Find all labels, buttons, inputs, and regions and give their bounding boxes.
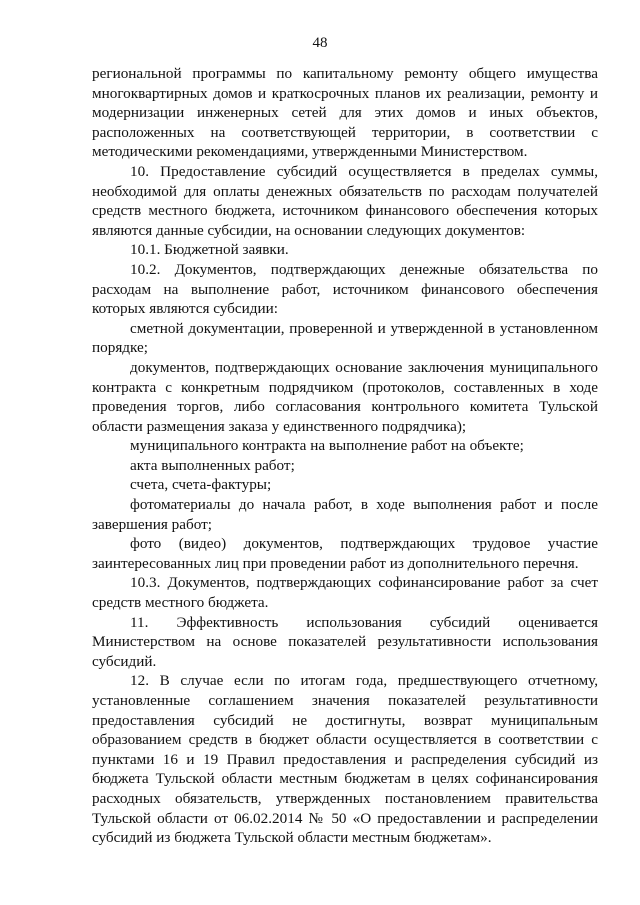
- paragraph-clause-10: 10. Предоставление субсидий осуществляется в пределах суммы, необходимой для оплаты денежных обязательств по расходам получателей средств местного бюджета, источником финансового обеспечения которых являются данные субсидии, на основании следующих документов:: [92, 162, 598, 239]
- document-body: [92, 64, 598, 848]
- paragraph-clause-10-3: 10.3. Документов, подтверждающих софинансирование работ за счет средств местного бюджета.: [92, 574, 598, 612]
- page-number: 48: [312, 35, 328, 51]
- paragraph-clause-12: 12. В случае если по итогам года, предшествующего отчетному, установленные соглашением значения показателей результативности предоставления субсидий не достигнуты, возврат муниципальным образованием средств в бюджет области осуществляется в соответствии с пунктами 16 и 19 Правил предоставления и распределения субсидий из бюджета Тульской области местным бюджетам в целях софинансирования расходных обязательств, утвержденных постановлением правительства Тульской области от 06.02.2014 № 50 «О предоставлении и распределении субсидий из бюджета Тульской области местным бюджетам».: [92, 672, 598, 847]
- list-item-municipal-contract: муниципального контракта на выполнение работ на объекте;: [130, 437, 524, 455]
- paragraph-clause-11: 11. Эффективность использования субсидий оценивается Министерством на основе показателей результативности использования субсидий.: [92, 613, 598, 670]
- list-item-estimate-docs: сметной документации, проверенной и утвержденной в установленном порядке;: [92, 319, 598, 357]
- list-item-photo-video-docs: фото (видео) документов, подтверждающих трудовое участие заинтересованных лиц при проведении работ из дополнительного перечня.: [92, 535, 598, 572]
- paragraph-clause-10-1: 10.1. Бюджетной заявки.: [130, 241, 289, 259]
- list-item-work-act: акта выполненных работ;: [130, 456, 295, 474]
- list-item-contract-basis: документов, подтверждающих основание заключения муниципального контракта с конкретным подрядчиком (протоколов, составленных в ходе проведения торгов, либо согласования контрольного комитета Тульской области размещения заказа у единственного подрядчика);: [92, 358, 598, 435]
- list-item-invoices: счета, счета-фактуры;: [130, 476, 272, 494]
- paragraph-clause-10-2: 10.2. Документов, подтверждающих денежные обязательства по расходам на выполнение работ, источником финансового обеспечения которых являются субсидии:: [92, 260, 598, 318]
- list-item-photo-materials: фотоматериалы до начала работ, в ходе выполнения работ и после завершения работ;: [92, 496, 598, 533]
- paragraph-continuation: региональной программы по капитальному ремонту общего имущества многоквартирных домов и краткосрочных планов их реализации, ремонту и модернизации инженерных сетей для этих домов и иных объектов, расположенных на соответствующей территории, в соответствии с методическими рекомендациями, утвержденными Министерством.: [92, 65, 598, 161]
